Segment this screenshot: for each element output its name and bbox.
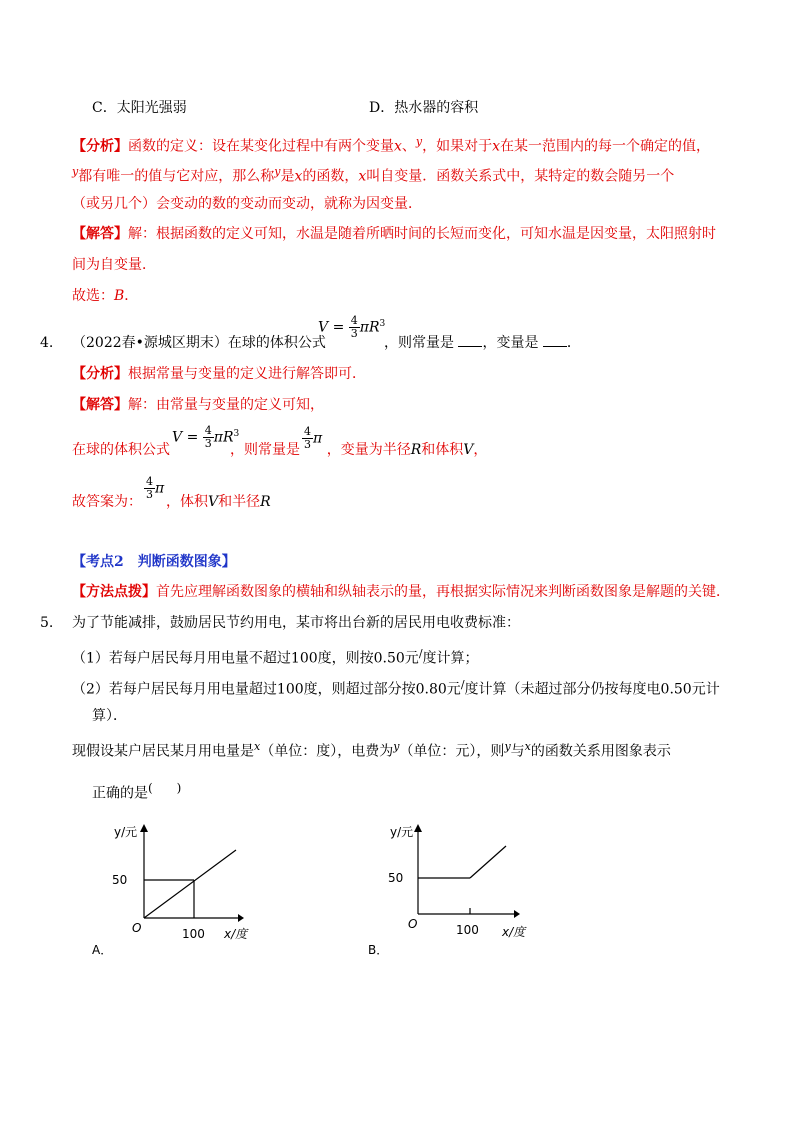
var-x: x [492,138,501,155]
answer-tag: 【解答】 [72,226,128,242]
analysis-tag: 【分析】 [72,366,128,382]
graph-a-xlabel: x/度 [224,927,248,941]
analysis-text: 是 [280,168,295,185]
graph-a-label: A． [92,943,113,957]
q5-line-3: （2）若每户居民每月用电量超过100度，则超过部分按0.80元/度计算（未超过部分仍按每度电0.50元计 [72,678,720,698]
graph-a-xtick: 100 [182,927,205,941]
q5-number: 5. [40,615,54,631]
volume-formula: V = $\frac{4}{3}$ $\pi R^3$ [318,314,386,341]
graph-b-xtick: 100 [456,923,479,937]
var-x: x [394,138,402,155]
q4-answer-line-2b: ，则常量是 ，变量为半径R和体积V， [230,442,488,458]
analysis-text: 根据常量与变量的定义进行解答即可． [128,366,366,382]
analysis-tag: 【分析】 [72,138,128,155]
graph-a [88,818,268,958]
q4-final-b: ，体积V和半径R [166,494,271,510]
analysis-text: 都有唯一的值与它对应，那么称 [78,168,275,185]
graph-b-ylabel: y/元 [390,825,414,839]
graph-a-ytick: 50 [112,873,128,887]
option-d: D．热水器的容积 [369,100,479,116]
analysis-text: 函数的定义：设在某变化过程中有两个变量 [128,138,394,155]
blank-variable[interactable] [543,334,567,347]
var-x: x [294,168,303,185]
analysis-text: 叫自变量．函数关系式中，某特定的数会随另一个 [366,168,675,185]
q4-tail: ，则常量是 ，变量是 ． [384,335,581,351]
q3-answer-line-1 [72,224,716,244]
answer-constant-frac: $\frac{4}{3}$ π [304,425,323,451]
blank-constant[interactable] [458,334,482,347]
graph-b [366,818,556,958]
graph-b-ytick: 50 [388,871,404,885]
q5-line-2: （1）若每户居民每月用电量不超过100度，则按0.50元/度计算； [72,647,479,667]
section-title: 【考点2 判断函数图象】 [72,554,236,570]
answer-tag: 【解答】 [72,397,128,413]
graph-b-xlabel: x/度 [502,925,526,939]
graph-b-origin: O [408,917,418,931]
analysis-text: 的函数， [302,168,359,185]
var-y: y [415,135,423,148]
q4-source: （2022春•源城区期末）在球的体积公式 [72,335,326,351]
method-tag: 【方法点拨】 [72,584,156,600]
q4-answer-line-1 [72,395,324,415]
method-text: 首先应理解函数图象的横轴和纵轴表示的量，再根据实际情况来判断函数图象是解题的关键． [156,584,730,600]
graph-b-label: B． [368,943,389,957]
q5-line-1: 为了节能减排，鼓励居民节约用电，某市将出台新的居民用电收费标准： [72,615,520,631]
q4-stem [72,333,326,353]
var-x: x [358,168,367,185]
q4-analysis [72,364,366,384]
q4-answer-line-2: 在球的体积公式 [72,442,170,458]
answer-text: 解：根据函数的定义可知，水温是随着所晒时间的长短而变化，可知水温是因变量，太阳照射时 [128,226,716,242]
answer-formula: V = $\frac{4}{3}$ $\pi R^3$ [172,424,240,451]
method-tip [72,582,730,602]
q3-analysis-line-1: 【分析】函数的定义：设在某变化过程中有两个变量x、$^y$，如果对于x在某一范围内的每一个确定的值， [72,135,711,155]
q3-answer-line-2: 间为自变量． [72,257,156,273]
var-y: y [274,165,281,178]
final-constant-frac: $\frac{4}{3}$ π [146,475,165,501]
q5-line-4: 算）． [92,708,127,724]
q4-number: 4. [40,335,54,351]
graph-a-origin: O [132,921,142,935]
q4-final: 故答案为： [72,494,142,510]
q5-line-5: 现假设某户居民某月用电量是$^x$（单位：度），电费为$^y$（单位：元），则$^y$与$^x$的函数关系用图象表示 [72,740,671,760]
analysis-text: 如果对于 [436,138,493,155]
q3-choice: 故选：B． [72,288,139,304]
graph-a-ylabel: y/元 [114,825,138,839]
option-c: C．太阳光强弱 [92,100,187,116]
q5-line-6: 正确的是( ) [92,781,182,802]
answer-text: 解：由常量与变量的定义可知， [128,397,324,413]
var-y: y [72,165,79,178]
q3-analysis-line-2 [72,162,674,187]
analysis-text: 在某一范围内的每一个确定的值， [500,138,711,155]
q3-analysis-line-3: （或另几个）会变动的数的变动而变动，就称为因变量． [72,196,422,212]
